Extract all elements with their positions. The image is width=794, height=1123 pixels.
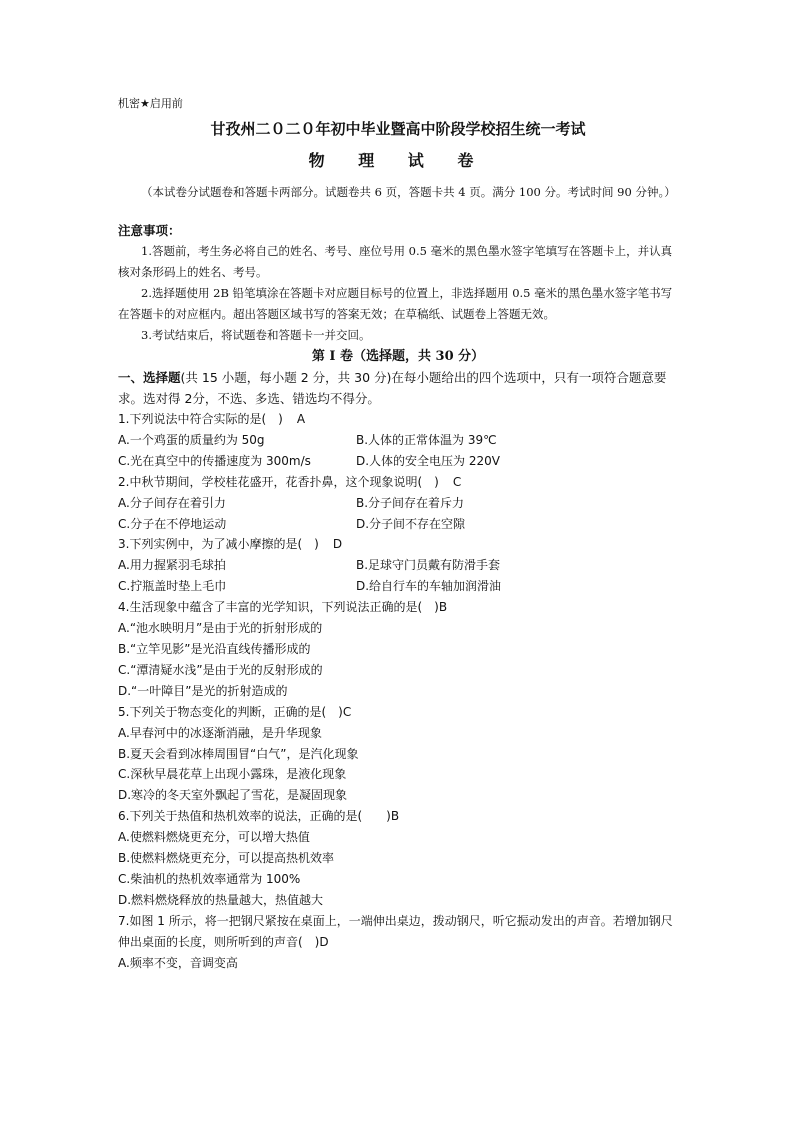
question-2-option-a: A.分子间存在着引力 <box>118 495 226 510</box>
question-2-option-d: D.分子间不存在空隙 <box>356 516 466 531</box>
confidential-label: 机密★启用前 <box>118 97 183 110</box>
question-1-option-c: C.光在真空中的传播速度为 300m/s <box>118 453 311 468</box>
question-1-option-a: A.一个鸡蛋的质量约为 50g <box>118 432 265 447</box>
volume-title: 第 I 卷（选择题，共 30 分） <box>311 349 485 364</box>
question-3-option-d: D.给自行车的车轴加润滑油 <box>356 579 502 594</box>
question-2-stem: 2.中秋节期间，学校桂花盛开，花香扑鼻，这个现象说明( ) C <box>118 474 462 489</box>
question-5-option-d: D.寒冷的冬天室外飘起了雪花，是凝固现象 <box>118 788 348 803</box>
question-2-option-c: C.分子在不停地运动 <box>118 516 227 531</box>
note-item-3: 3.考试结束后，将试题卷和答题卡一并交回。 <box>141 328 371 342</box>
question-1-option-d: D.人体的安全电压为 220V <box>356 453 500 468</box>
question-5-option-a: A.早春河中的冰逐渐消融，是升华现象 <box>118 725 322 740</box>
subject-title: 物 理 试 卷 <box>308 151 488 170</box>
question-6-option-a: A.使燃料燃烧更充分，可以增大热值 <box>118 830 310 845</box>
question-7-option-a: A.频率不变，音调变高 <box>118 955 238 970</box>
question-2-options-row-1 <box>118 493 678 514</box>
question-3-options-row-1 <box>118 555 678 576</box>
question-4-option-b: B.“立竿见影”是光沿直线传播形成的 <box>118 641 311 656</box>
question-2-answer: C <box>452 474 462 489</box>
question-3-options-row-2 <box>118 576 678 597</box>
question-1-options-row-1 <box>118 430 678 451</box>
note-item-2: 2.选择题使用 2B 铅笔填涂在答题卡对应题目标号的位置上，非选择题用 0.5 毫米的黑色墨水签字笔书写在答题卡的对应框内。超出答题区域书写的答案无效；在草稿纸、试题卷上答题无效。 <box>118 286 673 321</box>
question-4-stem: 4.生活现象中蕴含了丰富的光学知识，下列说法正确的是( )B <box>118 600 448 615</box>
section-heading <box>118 367 678 409</box>
question-6-option-b: B.使燃料燃烧更充分，可以提高热机效率 <box>118 851 335 866</box>
question-6-option-c: C.柴油机的热机效率通常为 100% <box>118 871 301 886</box>
question-4-option-c: C.“潭清疑水浅”是由于光的反射形成的 <box>118 662 323 677</box>
question-3-option-c: C.拧瓶盖时垫上毛巾 <box>118 579 227 594</box>
note-item-1: 1.答题前，考生务必将自己的姓名、考号、座位号用 0.5 毫米的黑色墨水签字笔填写在答题卡上，并认真核对条形码上的姓名、考号。 <box>118 244 673 279</box>
question-4-option-d: D.“一叶障目”是光的折射造成的 <box>118 683 288 698</box>
exam-intro: （本试卷分试题卷和答题卡两部分。试题卷共 6 页，答题卡共 4 页。满分 100 分。考试时间 90 分钟。） <box>141 185 676 199</box>
question-1-options-row-2 <box>118 451 678 472</box>
question-3-answer: D <box>332 537 343 552</box>
question-3-option-a: A.用力握紧羽毛球拍 <box>118 558 226 573</box>
exam-title: 甘孜州二０二０年初中毕业暨高中阶段学校招生统一考试 <box>210 120 586 138</box>
question-1-answer: A <box>296 412 306 426</box>
question-2-options-row-2 <box>118 514 678 535</box>
question-3-stem: 3.下列实例中，为了减小摩擦的是( ) D <box>118 537 343 552</box>
question-2-option-b: B.分子间存在着斥力 <box>356 495 465 510</box>
section-label: 一、选择题 <box>118 370 181 385</box>
question-4-option-a: A.“池水映明月”是由于光的折射形成的 <box>118 621 323 636</box>
question-1-option-b: B.人体的正常体温为 39℃ <box>356 432 497 447</box>
exam-page <box>118 96 678 973</box>
question-7-stem: 7.如图 1 所示，将一把钢尺紧按在桌面上，一端伸出桌边，拨动钢尺，听它振动发出的声音。若增加钢尺伸出桌面的长度，则所听到的声音( )D <box>118 913 673 949</box>
question-1-stem: 1.下列说法中符合实际的是( ) A <box>118 412 306 426</box>
notes-heading: 注意事项： <box>118 223 181 238</box>
question-6-stem: 6.下列关于热值和热机效率的说法，正确的是( )B <box>118 809 400 824</box>
question-3-option-b: B.足球守门员戴有防滑手套 <box>356 558 501 573</box>
section-instructions: (共 15 小题，每小题 2 分，共 30 分)在每小题给出的四个选项中，只有一项符合题意要求。选对得 2分，不选、多选、错选均不得分。 <box>118 370 667 406</box>
question-6-option-d: D.燃料燃烧释放的热量越大，热值越大 <box>118 892 324 907</box>
question-5-option-b: B.夏天会看到冰棒周围冒“白气”，是汽化现象 <box>118 746 359 761</box>
question-5-option-c: C.深秋早晨花草上出现小露珠，是液化现象 <box>118 767 347 782</box>
question-5-stem: 5.下列关于物态变化的判断，正确的是( )C <box>118 704 352 719</box>
